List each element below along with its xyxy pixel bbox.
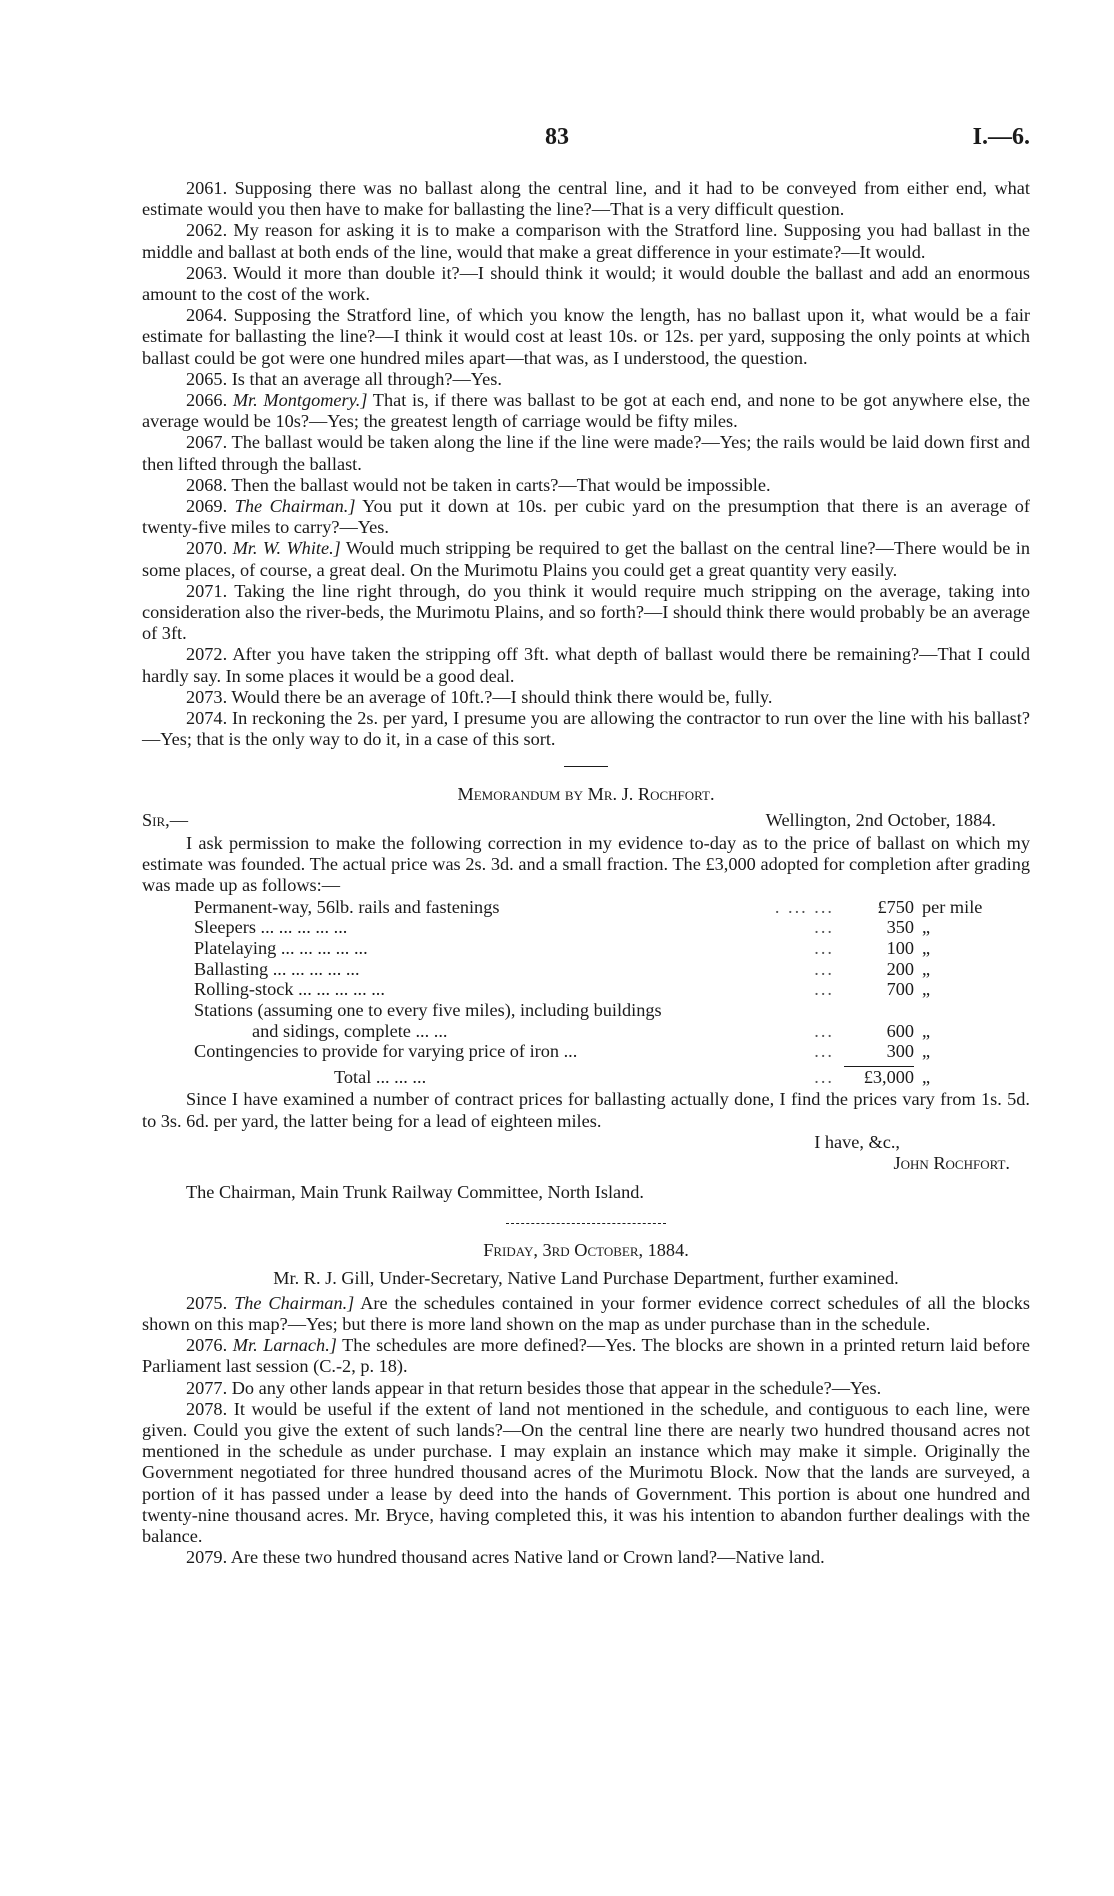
question-paragraph bbox=[142, 390, 1030, 432]
question-text: My reason for asking it is to make a comparison with the Stratford line. Supposing you had ballast in the middle and ballast at both ends of the line, would that make a great difference in your estimate?—It would. bbox=[142, 220, 1030, 262]
question-number: 2068. bbox=[186, 474, 228, 495]
question-number: 2078. bbox=[186, 1398, 228, 1419]
memo-paragraph-2: Since I have examined a number of contract prices for ballasting actually done, I find the prices vary from 1s. 5d. to 3s. 6d. per yard, the latter being for a lead of eighteen miles. bbox=[142, 1089, 1030, 1131]
cost-unit: „ bbox=[922, 979, 931, 1000]
cost-amount: 350 bbox=[886, 917, 914, 938]
question-text: The ballast would be taken along the line if the line were made?—Yes; the rails would be laid down first and then lifted through the ballast. bbox=[142, 432, 1030, 474]
cost-amount: 100 bbox=[886, 937, 914, 958]
cost-row bbox=[194, 897, 992, 918]
memo-closing: I have, &c., bbox=[814, 1131, 900, 1152]
question-paragraph bbox=[142, 1378, 1030, 1399]
cost-row bbox=[194, 959, 992, 980]
question-text: Then the ballast would not be taken in carts?—That would be impossible. bbox=[231, 474, 771, 495]
leader-dots: . ... ... bbox=[774, 896, 834, 917]
question-paragraph bbox=[142, 369, 1030, 390]
leader-dots: ... bbox=[814, 937, 834, 958]
question-number: 2070. bbox=[186, 538, 228, 559]
question-paragraph bbox=[142, 1399, 1030, 1547]
cost-unit: „ bbox=[922, 1066, 931, 1087]
question-number: 2075. bbox=[186, 1292, 228, 1313]
question-text: Would much stripping be required to get the ballast on the central line?—There would be in some places, of course, a great deal. On the Murimotu Plains you could get a great quantity very easily. bbox=[142, 538, 1030, 580]
cost-label: Contingencies to provide for varying price of iron ... bbox=[194, 1041, 578, 1062]
cost-amount bbox=[844, 1000, 914, 1021]
cost-unit: „ bbox=[922, 1041, 931, 1062]
leader-dots: ... bbox=[814, 958, 834, 979]
question-number: 2077. bbox=[186, 1377, 228, 1398]
question-number: 2076. bbox=[186, 1335, 228, 1356]
cost-label: Rolling-stock ... ... ... ... ... bbox=[194, 979, 385, 1000]
leader-dots: ... bbox=[814, 1041, 834, 1062]
cost-label: Permanent-way, 56lb. rails and fastenings bbox=[194, 896, 500, 917]
question-paragraph bbox=[142, 687, 1030, 708]
cost-row bbox=[194, 917, 992, 938]
memo-salutation: Sir,— bbox=[142, 809, 189, 830]
cost-amount: £3,000 bbox=[844, 1066, 914, 1087]
memo-paragraph-1: I ask permission to make the following correction in my evidence to-day as to the price of ballast on which my estimate was founded. The actual price was 2s. 3d. and a small fraction. The £3,000 adopted for completion after grading was made up as follows:— bbox=[142, 832, 1030, 896]
question-paragraph bbox=[142, 581, 1030, 645]
question-paragraph bbox=[142, 496, 1030, 538]
document-reference: I.—6. bbox=[972, 124, 1030, 150]
question-paragraph bbox=[142, 1335, 1030, 1377]
question-number: 2061. bbox=[186, 178, 228, 198]
cost-row bbox=[194, 979, 992, 1000]
question-paragraph bbox=[142, 178, 1030, 220]
cost-unit bbox=[914, 1000, 992, 1021]
question-paragraph bbox=[142, 263, 1030, 305]
leader-dots bbox=[704, 1000, 844, 1021]
question-text: The schedules are more defined?—Yes. The blocks are shown in a printed return laid before Parliament last session (C.-2, p. 18). bbox=[142, 1335, 1030, 1377]
cost-label: Stations (assuming one to every five miles), including buildings bbox=[194, 1000, 662, 1021]
question-paragraph bbox=[142, 644, 1030, 686]
question-text: It would be useful if the extent of land not mentioned in the schedule, and contiguous to each line, were given. Could you give the extent of such lands?—On the central line there are nearly two hundred thousand acres not mentioned in the schedule as under purchase. I may explain an instance which may make it simple. Originally the Government negotiated for three hundred thousand acres of the Murimotu Block. Now that the lands are surveyed, a portion of it has passed under a lease by deed into the hands of Government. This portion is about one hundred and twenty-nine thousand acres. Mr. Bryce, having completed this, it was his intention to abandon further dealings with the balance. bbox=[142, 1398, 1030, 1546]
question-text: Is that an average all through?—Yes. bbox=[231, 368, 502, 389]
question-text: In reckoning the 2s. per yard, I presume you are allowing the contractor to run over the line with his ballast?—Yes; that is the only way to do it, in a case of this sort. bbox=[142, 708, 1030, 750]
question-number: 2069. bbox=[186, 496, 228, 517]
cost-unit: „ bbox=[922, 937, 931, 958]
question-number: 2063. bbox=[186, 262, 228, 283]
cost-amount: 600 bbox=[886, 1020, 914, 1041]
question-paragraph bbox=[142, 1293, 1030, 1335]
question-number: 2072. bbox=[186, 644, 228, 665]
speaker-name: The Chairman.] bbox=[234, 1292, 355, 1313]
question-paragraph bbox=[142, 475, 1030, 496]
question-text: Would it more than double it?—I should think it would; it would double the ballast and add an enormous amount to the cost of the work. bbox=[142, 262, 1030, 305]
question-text: After you have taken the stripping off 3ft. what depth of ballast would there be remaining?—That I could hardly say. In some places it would be a good deal. bbox=[142, 644, 1031, 686]
question-text: Would there be an average of 10ft.?—I should think there would be, fully. bbox=[231, 686, 773, 707]
page-number: 83 bbox=[545, 124, 569, 150]
question-paragraph bbox=[142, 538, 1030, 580]
question-number: 2079. bbox=[186, 1547, 228, 1568]
cost-label: Platelaying ... ... ... ... ... bbox=[194, 937, 368, 958]
memo-addressee: The Chairman, Main Trunk Railway Committee, North Island. bbox=[186, 1182, 644, 1203]
cost-label: Total ... ... ... bbox=[334, 1066, 427, 1087]
witness-line: Mr. R. J. Gill, Under-Secretary, Native Land Purchase Department, further examined. bbox=[273, 1267, 899, 1288]
question-text: You put it down at 10s. per cubic yard on the presumption that there is an average of twenty-five miles to carry?—Yes. bbox=[142, 496, 1030, 538]
cost-row bbox=[194, 1066, 992, 1087]
question-number: 2071. bbox=[186, 580, 228, 601]
cost-unit: „ bbox=[922, 917, 931, 938]
cost-row bbox=[194, 938, 992, 959]
question-paragraph bbox=[142, 1547, 1030, 1568]
cost-amount: £750 bbox=[877, 896, 914, 917]
leader-dots: ... bbox=[814, 979, 834, 1000]
cost-amount: 300 bbox=[886, 1041, 914, 1062]
evidence-section-2 bbox=[142, 1293, 1030, 1569]
question-text: Supposing the Stratford line, of which you know the length, has no ballast upon it, what would be a fair estimate for ballasting the line?—I think it would cost at least 10s. or 12s. per yard, supposing the only points at which ballast could be got were one hundred miles apart—that was, as I understood, the question. bbox=[142, 305, 1030, 368]
question-number: 2067. bbox=[186, 432, 228, 453]
cost-amount: 700 bbox=[886, 979, 914, 1000]
speaker-name: The Chairman.] bbox=[234, 496, 356, 517]
question-number: 2073. bbox=[186, 686, 228, 707]
memo-header-row bbox=[142, 810, 1030, 831]
question-text: Do any other lands appear in that return besides those that appear in the schedule?—Yes. bbox=[231, 1377, 882, 1398]
cost-label: and sidings, complete ... ... bbox=[252, 1020, 448, 1041]
question-number: 2066. bbox=[186, 390, 228, 411]
question-text: Are the schedules contained in your former evidence correct schedules of all the blocks shown on this map?—Yes; but there is more land shown on the map as under purchase than in the schedule. bbox=[142, 1292, 1031, 1334]
question-number: 2074. bbox=[186, 708, 228, 729]
speaker-name: Mr. Larnach.] bbox=[232, 1335, 337, 1356]
question-text: Supposing there was no ballast along the central line, and it had to be conveyed from either end, what estimate would you then have to make for ballasting the line?—That is a very difficult question. bbox=[142, 178, 1030, 220]
question-paragraph bbox=[142, 305, 1030, 369]
memo-place-date: Wellington, 2nd October, 1884. bbox=[765, 809, 996, 830]
day-heading: Friday, 3rd October, 1884. bbox=[483, 1240, 689, 1261]
question-paragraph bbox=[142, 708, 1030, 750]
cost-row bbox=[194, 1000, 992, 1021]
cost-unit: per mile bbox=[922, 896, 983, 917]
speaker-name: Mr. Montgomery.] bbox=[232, 390, 368, 411]
leader-dots: ... bbox=[814, 1066, 834, 1087]
question-text: That is, if there was ballast to be got at each end, and none to be got anywhere else, the average would be 10s?—Yes; the greatest length of carriage would be fifty miles. bbox=[142, 390, 1031, 432]
memo-title: Memorandum by Mr. J. Rochfort. bbox=[457, 784, 715, 805]
question-paragraph bbox=[142, 432, 1030, 474]
page-body bbox=[142, 178, 1030, 1568]
evidence-section-1 bbox=[142, 178, 1030, 750]
cost-amount: 200 bbox=[886, 958, 914, 979]
section-divider bbox=[564, 766, 608, 767]
cost-label: Sleepers ... ... ... ... ... bbox=[194, 917, 348, 938]
cost-row bbox=[194, 1041, 992, 1062]
cost-label: Ballasting ... ... ... ... ... bbox=[194, 958, 360, 979]
question-paragraph bbox=[142, 220, 1030, 262]
speaker-name: Mr. W. White.] bbox=[232, 538, 341, 559]
question-text: Are these two hundred thousand acres Native land or Crown land?—Native land. bbox=[230, 1547, 825, 1568]
cost-unit: „ bbox=[922, 958, 931, 979]
day-divider bbox=[506, 1223, 666, 1224]
cost-row bbox=[194, 1021, 992, 1042]
cost-table bbox=[194, 897, 992, 1088]
cost-unit: „ bbox=[922, 1020, 931, 1041]
question-number: 2064. bbox=[186, 305, 228, 326]
question-number: 2062. bbox=[186, 220, 228, 241]
question-number: 2065. bbox=[186, 368, 228, 389]
question-text: Taking the line right through, do you think it would require much stripping on the average, taking into consideration also the river-beds, the Murimotu Plains, and so forth?—I should think there would probably be an average of 3ft. bbox=[142, 580, 1030, 644]
leader-dots: ... bbox=[814, 1020, 834, 1041]
leader-dots: ... bbox=[814, 917, 834, 938]
memo-signature: John Rochfort. bbox=[893, 1152, 1010, 1173]
